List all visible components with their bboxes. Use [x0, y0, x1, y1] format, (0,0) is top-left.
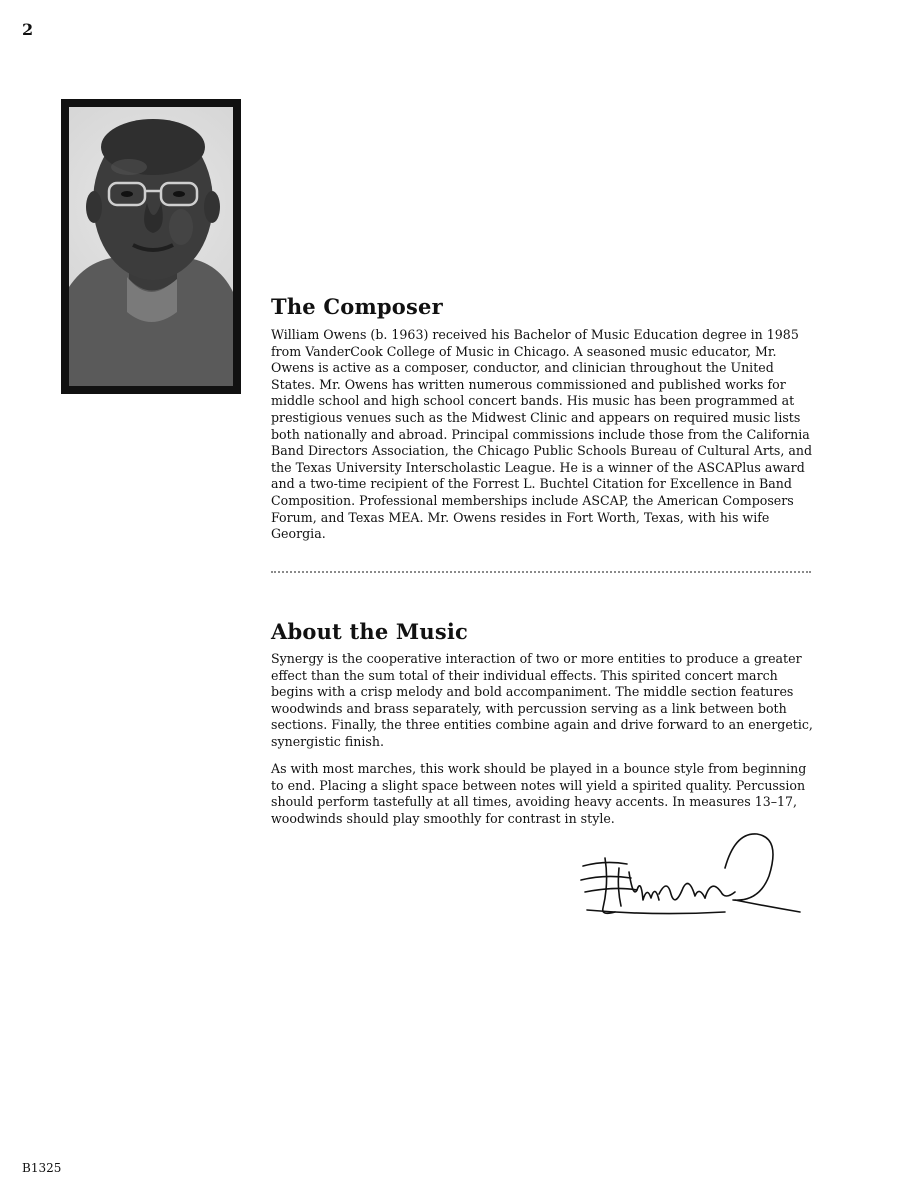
page-number: 2 [22, 20, 34, 39]
signature-icon [575, 828, 805, 920]
music-paragraph-2: As with most marches, this work should be played in a bounce style from beginning to end. Placing a slight space between notes will yield a spirited quality. Percussion should perform tastefully at all times, avoiding heavy accents. In measures 13–17, woodwinds should play smoothly for contrast in style. [271, 761, 807, 826]
composer-section-title: The Composer [271, 294, 443, 319]
footer-catalog-code: B1325 [22, 1161, 62, 1175]
portrait-photo-icon [69, 107, 233, 386]
composer-bio: William Owens (b. 1963) received his Bachelor of Music Education degree in 1985 from VanderCook College of Music in Chicago. A seasoned music educator, Mr. Owens is active as a composer, conductor, and clinician throughout the United States. Mr. Owens has written numerous commissioned and published works for middle school and high school concert bands. His music has been programmed at prestigious venues such as the Midwest Clinic and appears on required music lists both nationally and abroad. Principal commissions include those from the California Band Directors Association, the Chicago Public Schools Bureau of Cultural Arts, and the Texas University Interscholastic League. He is a winner of the ASCAPlus award and a two-time recipient of the Forrest L. Buchtel Citation for Excellence in Band Composition. Professional memberships include ASCAP, the American Composers Forum, and Texas MEA. Mr. Owens resides in Fort Worth, Texas, with his wife Georgia. [271, 327, 813, 542]
music-paragraph-1: Synergy is the cooperative interaction of two or more entities to produce a greater effect than the sum total of their individual effects. This spirited concert march begins with a crisp melody and bold accompaniment. The middle section features woodwinds and brass separately, with percussion serving as a link between both sections. Finally, the three entities combine again and drive forward to an energetic, synergistic finish. [271, 651, 813, 749]
section-divider [271, 571, 811, 573]
music-section-title: About the Music [271, 619, 469, 644]
composer-portrait [61, 99, 241, 394]
